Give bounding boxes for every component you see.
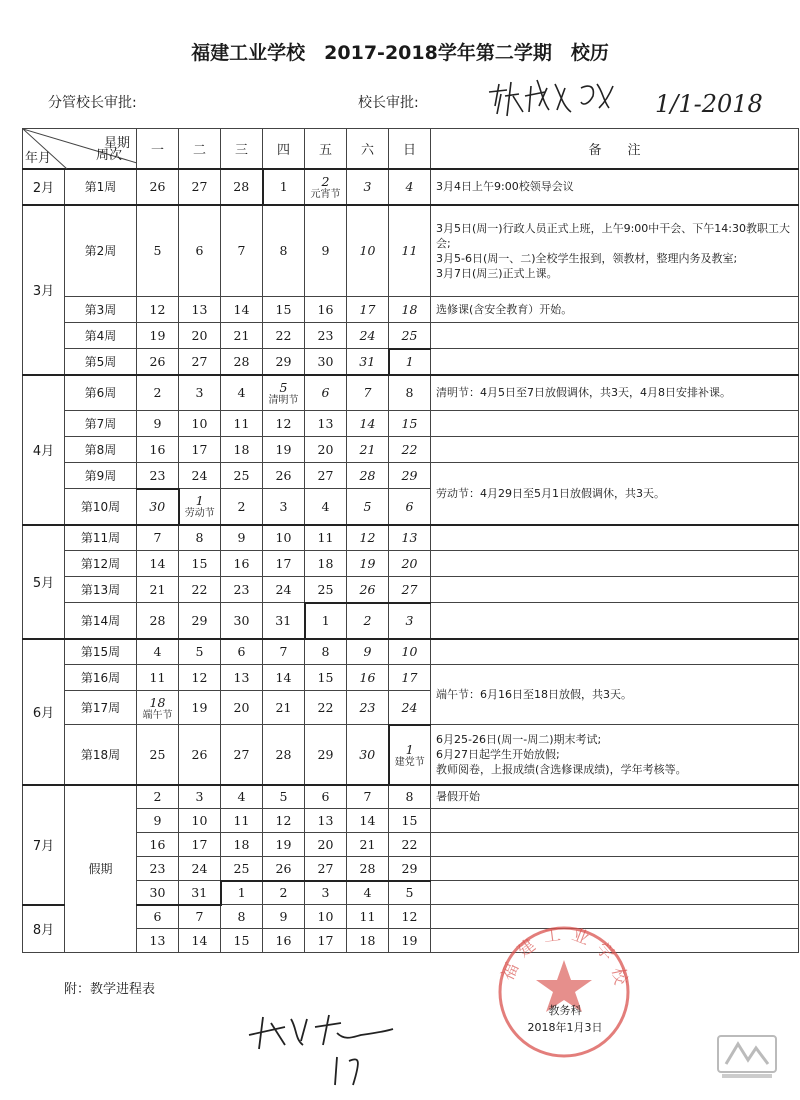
notes-header: 备 注: [431, 129, 799, 169]
month-cell: 5月: [23, 525, 65, 639]
date-cell: 1: [305, 603, 347, 639]
date-cell: 16: [137, 833, 179, 857]
date-cell: 6: [179, 205, 221, 297]
date-cell: 8: [221, 905, 263, 929]
date-cell: 25: [389, 323, 431, 349]
date-cell: 10: [389, 639, 431, 665]
holiday-label: 建党节: [394, 756, 425, 768]
holiday-label: 端午节: [142, 709, 173, 721]
date-cell: 2: [137, 375, 179, 411]
header-row: [23, 129, 799, 169]
date-cell: 22: [389, 437, 431, 463]
date-cell: 18: [221, 437, 263, 463]
date-cell: 17: [305, 929, 347, 953]
date-cell: 10: [347, 205, 389, 297]
date-cell: 5: [389, 881, 431, 905]
week-row: [23, 639, 799, 665]
week-label: 第7周: [65, 411, 137, 437]
date-cell: 11: [137, 665, 179, 691]
note-cell: 选修课(含安全教育）开始。: [431, 297, 799, 323]
date-cell: 22: [305, 691, 347, 725]
week-row: [23, 665, 799, 691]
corner-header: [23, 129, 137, 169]
date-cell: 14: [221, 297, 263, 323]
date-cell: 19: [263, 437, 305, 463]
page-title: 福建工业学校 2017-2018学年第二学期 校历: [191, 42, 609, 64]
date-cell: 14: [347, 809, 389, 833]
watermark-logo-icon: [712, 1030, 782, 1082]
date-cell: 23: [137, 857, 179, 881]
week-row: [23, 551, 799, 577]
issue-date: 2018年1月3日: [527, 1021, 603, 1034]
week-label: 第9周: [65, 463, 137, 489]
month-cell: 6月: [23, 639, 65, 785]
date-cell: 21: [347, 437, 389, 463]
date-cell: 6: [305, 785, 347, 809]
date-cell: 27: [179, 169, 221, 205]
week-row: [23, 323, 799, 349]
date-cell: 2: [221, 489, 263, 525]
note-cell: [431, 349, 799, 375]
date-cell: 20: [389, 551, 431, 577]
date-cell: 5: [263, 785, 305, 809]
date-cell: 3: [263, 489, 305, 525]
date-cell: 4: [389, 169, 431, 205]
date-cell: 4: [347, 881, 389, 905]
date-cell: 29: [305, 725, 347, 785]
date-cell: 12: [263, 809, 305, 833]
date-cell: 17: [389, 665, 431, 691]
note-cell: [431, 437, 799, 463]
date-cell: 24: [263, 577, 305, 603]
date-cell: 27: [305, 857, 347, 881]
date-cell: 21: [137, 577, 179, 603]
date-cell: 22: [389, 833, 431, 857]
date-cell: 15: [221, 929, 263, 953]
note-cell: [431, 833, 799, 857]
week-label: 第17周: [65, 691, 137, 725]
date-cell: 28: [263, 725, 305, 785]
date-cell: 23: [221, 577, 263, 603]
date-cell: 9: [263, 905, 305, 929]
date-cell: 13: [137, 929, 179, 953]
date-cell: 14: [137, 551, 179, 577]
date-cell: 8: [389, 785, 431, 809]
date-cell: 28: [137, 603, 179, 639]
date-cell: 11: [389, 205, 431, 297]
date-cell: 27: [389, 577, 431, 603]
date-cell: 30: [347, 725, 389, 785]
date-cell: 26: [263, 857, 305, 881]
date-cell: 19: [389, 929, 431, 953]
note-cell: 劳动节：4月29日至5月1日放假调休，共3天。: [431, 463, 799, 525]
month-cell: 7月: [23, 785, 65, 905]
date-cell: 25: [221, 857, 263, 881]
date-cell: 12: [347, 525, 389, 551]
date-cell: 11: [221, 411, 263, 437]
date-cell: 21: [221, 323, 263, 349]
school-calendar-table: [22, 128, 799, 953]
week-row: [23, 205, 799, 297]
date-cell: 3: [179, 375, 221, 411]
date-cell: 30: [221, 603, 263, 639]
note-cell: 暑假开始: [431, 785, 799, 809]
date-cell: 19: [347, 551, 389, 577]
week-row: [23, 349, 799, 375]
date-cell: 31: [263, 603, 305, 639]
note-cell: [431, 205, 799, 297]
date-cell: 5: [179, 639, 221, 665]
date-cell: 26: [347, 577, 389, 603]
vice-principal-approval-label: 分管校长审批:: [48, 95, 137, 111]
date-cell: 13: [305, 411, 347, 437]
week-label: 第14周: [65, 603, 137, 639]
date-cell: 24: [179, 857, 221, 881]
day-header: 一: [137, 129, 179, 169]
date-cell-holiday: [179, 489, 221, 525]
date-cell: 21: [347, 833, 389, 857]
day-header: 六: [347, 129, 389, 169]
week-label: 第1周: [65, 169, 137, 205]
week-label: 第15周: [65, 639, 137, 665]
month-cell: 2月: [23, 169, 65, 205]
date-cell: 10: [305, 905, 347, 929]
note-cell: [431, 725, 799, 785]
week-row: [23, 297, 799, 323]
date-cell: 8: [179, 525, 221, 551]
date-cell: 29: [179, 603, 221, 639]
date-cell: 2: [137, 785, 179, 809]
date-cell: 27: [305, 463, 347, 489]
date-cell: 9: [347, 639, 389, 665]
date-cell: 19: [263, 833, 305, 857]
date-cell: 11: [347, 905, 389, 929]
week-label: 第6周: [65, 375, 137, 411]
date-cell: 6: [305, 375, 347, 411]
date-cell: 7: [137, 525, 179, 551]
date-cell: 25: [305, 577, 347, 603]
date-cell: 15: [389, 809, 431, 833]
corner-week-label: 周次: [95, 148, 122, 163]
holiday-label: 劳动节: [184, 508, 215, 520]
week-row: [23, 603, 799, 639]
date-cell: 8: [305, 639, 347, 665]
note-line: 3月7日(周三)正式上课。: [436, 266, 558, 280]
week-row: [23, 463, 799, 489]
date-cell: 16: [305, 297, 347, 323]
date-cell-holiday: [263, 375, 305, 411]
holiday-label: 元宵节: [310, 188, 341, 200]
date-cell: 11: [305, 525, 347, 551]
week-label: 第10周: [65, 489, 137, 525]
date-cell: 14: [347, 411, 389, 437]
date-cell: 7: [347, 375, 389, 411]
date-cell: 15: [263, 297, 305, 323]
date-number: 5: [279, 379, 288, 395]
week-label: 第18周: [65, 725, 137, 785]
vacation-row: [23, 857, 799, 881]
date-cell: 13: [305, 809, 347, 833]
date-cell: 6: [389, 489, 431, 525]
week-label: 第13周: [65, 577, 137, 603]
corner-weekday-label: 星期: [103, 136, 130, 151]
date-cell: 2: [263, 881, 305, 905]
day-header: 三: [221, 129, 263, 169]
day-header: 四: [263, 129, 305, 169]
date-cell: 15: [305, 665, 347, 691]
date-cell: 31: [179, 881, 221, 905]
week-label: 第2周: [65, 205, 137, 297]
date-cell: 10: [179, 809, 221, 833]
note-line: 3月5日(周一)行政人员正式上班，上午9:00中干会、下午14:30教职工大会;: [436, 221, 790, 250]
date-cell-holiday: [389, 725, 431, 785]
date-cell: 3: [347, 169, 389, 205]
holiday-label: 清明节: [268, 394, 299, 406]
handwritten-date: 1/1-2018: [655, 90, 763, 118]
month-cell: 3月: [23, 205, 65, 375]
date-cell: 28: [221, 349, 263, 375]
date-cell: 11: [221, 809, 263, 833]
date-cell: 30: [305, 349, 347, 375]
date-cell: 3: [389, 603, 431, 639]
week-label: 第12周: [65, 551, 137, 577]
date-cell: 20: [305, 833, 347, 857]
date-cell: 23: [137, 463, 179, 489]
week-row: [23, 437, 799, 463]
note-cell: [431, 881, 799, 905]
date-cell: 31: [347, 349, 389, 375]
date-cell: 16: [221, 551, 263, 577]
date-cell: 18: [389, 297, 431, 323]
date-cell: 16: [347, 665, 389, 691]
vacation-row: [23, 785, 799, 809]
date-cell: 29: [389, 857, 431, 881]
vacation-row: [23, 833, 799, 857]
date-cell: 12: [137, 297, 179, 323]
date-cell: 7: [347, 785, 389, 809]
date-cell: 7: [221, 205, 263, 297]
date-cell: 22: [263, 323, 305, 349]
note-cell: [431, 525, 799, 551]
note-line: 6月25-26日(周一-周二)期末考试;: [436, 732, 602, 746]
date-cell: 30: [137, 881, 179, 905]
date-cell: 8: [263, 205, 305, 297]
date-cell: 12: [263, 411, 305, 437]
date-cell: 16: [263, 929, 305, 953]
date-cell: 29: [263, 349, 305, 375]
note-cell: [431, 411, 799, 437]
month-cell: 8月: [23, 905, 65, 953]
date-cell: 26: [263, 463, 305, 489]
day-header: 二: [179, 129, 221, 169]
date-cell: 1: [263, 169, 305, 205]
date-cell: 26: [137, 169, 179, 205]
date-cell: 7: [179, 905, 221, 929]
date-cell: 13: [179, 297, 221, 323]
date-cell: 19: [179, 691, 221, 725]
note-cell: 清明节：4月5日至7日放假调休，共3天，4月8日安排补课。: [431, 375, 799, 411]
date-cell: 24: [179, 463, 221, 489]
date-cell: 10: [179, 411, 221, 437]
date-cell: 21: [263, 691, 305, 725]
date-number: 1: [405, 741, 414, 757]
date-cell: 4: [221, 375, 263, 411]
date-cell: 1: [389, 349, 431, 375]
date-cell: 20: [179, 323, 221, 349]
date-cell: 5: [347, 489, 389, 525]
date-cell: 15: [389, 411, 431, 437]
date-cell: 26: [179, 725, 221, 785]
date-cell: 28: [347, 463, 389, 489]
date-cell: 30: [137, 489, 179, 525]
date-cell: 14: [263, 665, 305, 691]
date-cell: 9: [137, 411, 179, 437]
note-cell: 端午节：6月16日至18日放假，共3天。: [431, 665, 799, 725]
date-cell: 13: [221, 665, 263, 691]
date-cell-holiday: [305, 169, 347, 205]
date-cell: 20: [221, 691, 263, 725]
week-label: 第4周: [65, 323, 137, 349]
corner-month-label: 年月: [25, 150, 52, 166]
date-cell: 10: [263, 525, 305, 551]
date-cell: 17: [179, 437, 221, 463]
date-cell: 4: [305, 489, 347, 525]
week-label: 第11周: [65, 525, 137, 551]
date-cell: 19: [137, 323, 179, 349]
note-cell: [431, 639, 799, 665]
vacation-label: 假期: [65, 785, 137, 953]
date-cell: 25: [221, 463, 263, 489]
week-row: [23, 169, 799, 205]
date-cell: 1: [221, 881, 263, 905]
attachment-note: 附：教学进程表: [64, 982, 156, 997]
date-cell: 20: [305, 437, 347, 463]
date-cell: 28: [347, 857, 389, 881]
date-cell: 17: [347, 297, 389, 323]
date-cell: 15: [179, 551, 221, 577]
date-cell: 4: [221, 785, 263, 809]
stamp-caption: [520, 1002, 610, 1036]
date-cell: 6: [221, 639, 263, 665]
date-cell: 16: [137, 437, 179, 463]
date-cell: 14: [179, 929, 221, 953]
date-cell: 28: [221, 169, 263, 205]
day-header: 日: [389, 129, 431, 169]
date-cell: 13: [389, 525, 431, 551]
note-cell: 3月4日上午9:00校领导会议: [431, 169, 799, 205]
date-cell: 24: [347, 323, 389, 349]
principal-signature: [485, 66, 775, 132]
week-row: [23, 375, 799, 411]
principal-approval-label: 校长审批:: [358, 95, 419, 111]
stamp-ring-text: 福建工业学校: [497, 923, 633, 996]
date-cell: 9: [137, 809, 179, 833]
date-cell: 2: [347, 603, 389, 639]
date-cell-holiday: [137, 691, 179, 725]
vacation-row: [23, 809, 799, 833]
date-cell: 8: [389, 375, 431, 411]
date-cell: 18: [221, 833, 263, 857]
note-line: 教师阅卷，上报成绩(含选修课成绩)，学年考核等。: [436, 762, 687, 776]
date-cell: 6: [137, 905, 179, 929]
week-row: [23, 525, 799, 551]
note-cell: [431, 577, 799, 603]
week-label: 第3周: [65, 297, 137, 323]
handwritten-signature: [245, 1005, 395, 1090]
date-cell: 23: [347, 691, 389, 725]
date-number: 2: [321, 173, 330, 189]
note-cell: [431, 551, 799, 577]
week-label: 第16周: [65, 665, 137, 691]
date-cell: 18: [305, 551, 347, 577]
vacation-row: [23, 929, 799, 953]
date-cell: 9: [221, 525, 263, 551]
date-cell: 25: [137, 725, 179, 785]
date-cell: 9: [305, 205, 347, 297]
week-row: [23, 577, 799, 603]
date-number: 18: [149, 694, 166, 710]
date-cell: 27: [221, 725, 263, 785]
stamp-department: 教务科: [548, 1004, 582, 1017]
date-cell: 12: [179, 665, 221, 691]
note-cell: [431, 809, 799, 833]
week-label: 第8周: [65, 437, 137, 463]
date-cell: 23: [305, 323, 347, 349]
note-line: 3月5-6日(周一、二)全校学生报到，领教材，整理内务及教室;: [436, 251, 738, 265]
date-cell: 22: [179, 577, 221, 603]
vacation-row: [23, 881, 799, 905]
date-cell: 18: [347, 929, 389, 953]
month-cell: 4月: [23, 375, 65, 525]
note-cell: [431, 603, 799, 639]
week-row: [23, 411, 799, 437]
day-header: 五: [305, 129, 347, 169]
date-cell: 7: [263, 639, 305, 665]
date-cell: 17: [263, 551, 305, 577]
note-line: 6月27日起学生开始放假;: [436, 747, 560, 761]
date-cell: 24: [389, 691, 431, 725]
note-cell: [431, 323, 799, 349]
date-cell: 5: [137, 205, 179, 297]
week-label: 第5周: [65, 349, 137, 375]
note-cell: [431, 857, 799, 881]
date-cell: 4: [137, 639, 179, 665]
school-seal-stamp: [494, 922, 634, 1062]
date-cell: 3: [305, 881, 347, 905]
week-row: [23, 725, 799, 785]
date-number: 1: [195, 493, 204, 509]
date-cell: 26: [137, 349, 179, 375]
date-cell: 17: [179, 833, 221, 857]
date-cell: 3: [179, 785, 221, 809]
date-cell: 12: [389, 905, 431, 929]
date-cell: 29: [389, 463, 431, 489]
vacation-row: [23, 905, 799, 929]
date-cell: 27: [179, 349, 221, 375]
